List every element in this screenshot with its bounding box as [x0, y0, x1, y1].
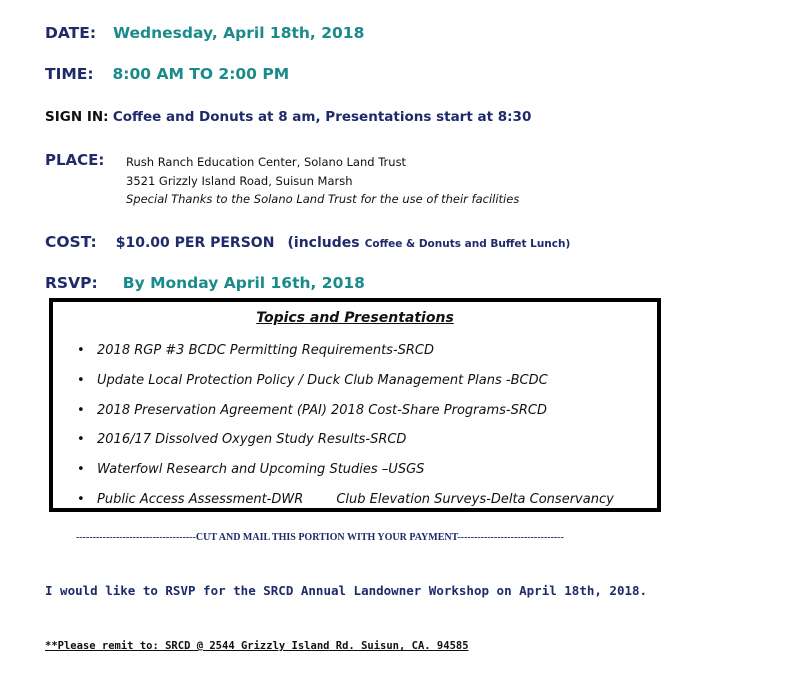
- list-item: • 2016/17 Dissolved Oxygen Study Results-SRCD: [77, 432, 407, 448]
- bullet-icon: •: [77, 491, 85, 507]
- bullet-icon: •: [77, 372, 85, 388]
- topics-title: Topics and Presentations: [256, 310, 454, 326]
- cost-label: COST:: [45, 233, 97, 251]
- bullet-icon: •: [77, 402, 85, 418]
- place-line-street: 3521 Grizzly Island Road, Suisun Marsh: [126, 173, 353, 188]
- rsvp-row: [45, 273, 365, 292]
- rsvp-label: RSVP:: [45, 274, 98, 292]
- list-item: • 2018 Preservation Agreement (PAI) 2018 Cost-Share Programs-SRCD: [77, 402, 547, 418]
- sign-in-value: Coffee and Donuts at 8 am, Presentations start at 8:30: [112, 109, 532, 125]
- topics-list: [77, 342, 614, 521]
- date-label: DATE:: [45, 24, 97, 42]
- cost-value: $10.00 PER PERSON: [115, 235, 275, 251]
- place-line-venue: Rush Ranch Education Center, Solano Land Trust: [126, 155, 407, 169]
- topics-box: [49, 298, 661, 512]
- date-value: Wednesday, April 18th, 2018: [112, 24, 365, 42]
- time-label: TIME:: [45, 65, 94, 83]
- place-line-thanks: Special Thanks to the Solano Land Trust for the use of their facilities: [126, 192, 520, 206]
- list-item: • Waterfowl Research and Upcoming Studies –USGS: [77, 462, 425, 478]
- sign-in-label: SIGN IN:: [45, 109, 109, 125]
- place-label: PLACE:: [45, 151, 105, 169]
- place-address: [126, 153, 519, 209]
- cost-includes: (includes: [287, 235, 360, 251]
- cut-line: ------------------------------------CUT AND MAIL THIS PORTION WITH YOUR PAYMENT--------------------------------: [76, 532, 564, 543]
- list-item: • Public Access Assessment-DWR Club Elevation Surveys-Delta Conservancy: [77, 491, 614, 507]
- sign-in-row: [45, 109, 531, 125]
- bullet-icon: •: [77, 432, 85, 448]
- cost-includes-detail: Coffee & Donuts and Buffet Lunch): [364, 238, 571, 250]
- remit-address: **Please remit to: SRCD @ 2544 Grizzly Island Rd. Suisun, CA. 94585: [45, 640, 469, 652]
- list-item: • 2018 RGP #3 BCDC Permitting Requirements-SRCD: [77, 343, 435, 358]
- rsvp-deadline: By Monday April 16th, 2018: [122, 274, 365, 292]
- time-value: 8:00 AM TO 2:00 PM: [112, 65, 290, 83]
- time-row: [45, 65, 289, 83]
- list-item: • Update Local Protection Policy / Duck Club Management Plans -BCDC: [77, 372, 548, 388]
- bullet-icon: •: [77, 462, 85, 478]
- bullet-icon: •: [77, 343, 85, 358]
- rsvp-statement: I would like to RSVP for the SRCD Annual Landowner Workshop on April 18th, 2018.: [45, 583, 648, 598]
- cost-row: [45, 232, 570, 251]
- date-row: [45, 24, 364, 42]
